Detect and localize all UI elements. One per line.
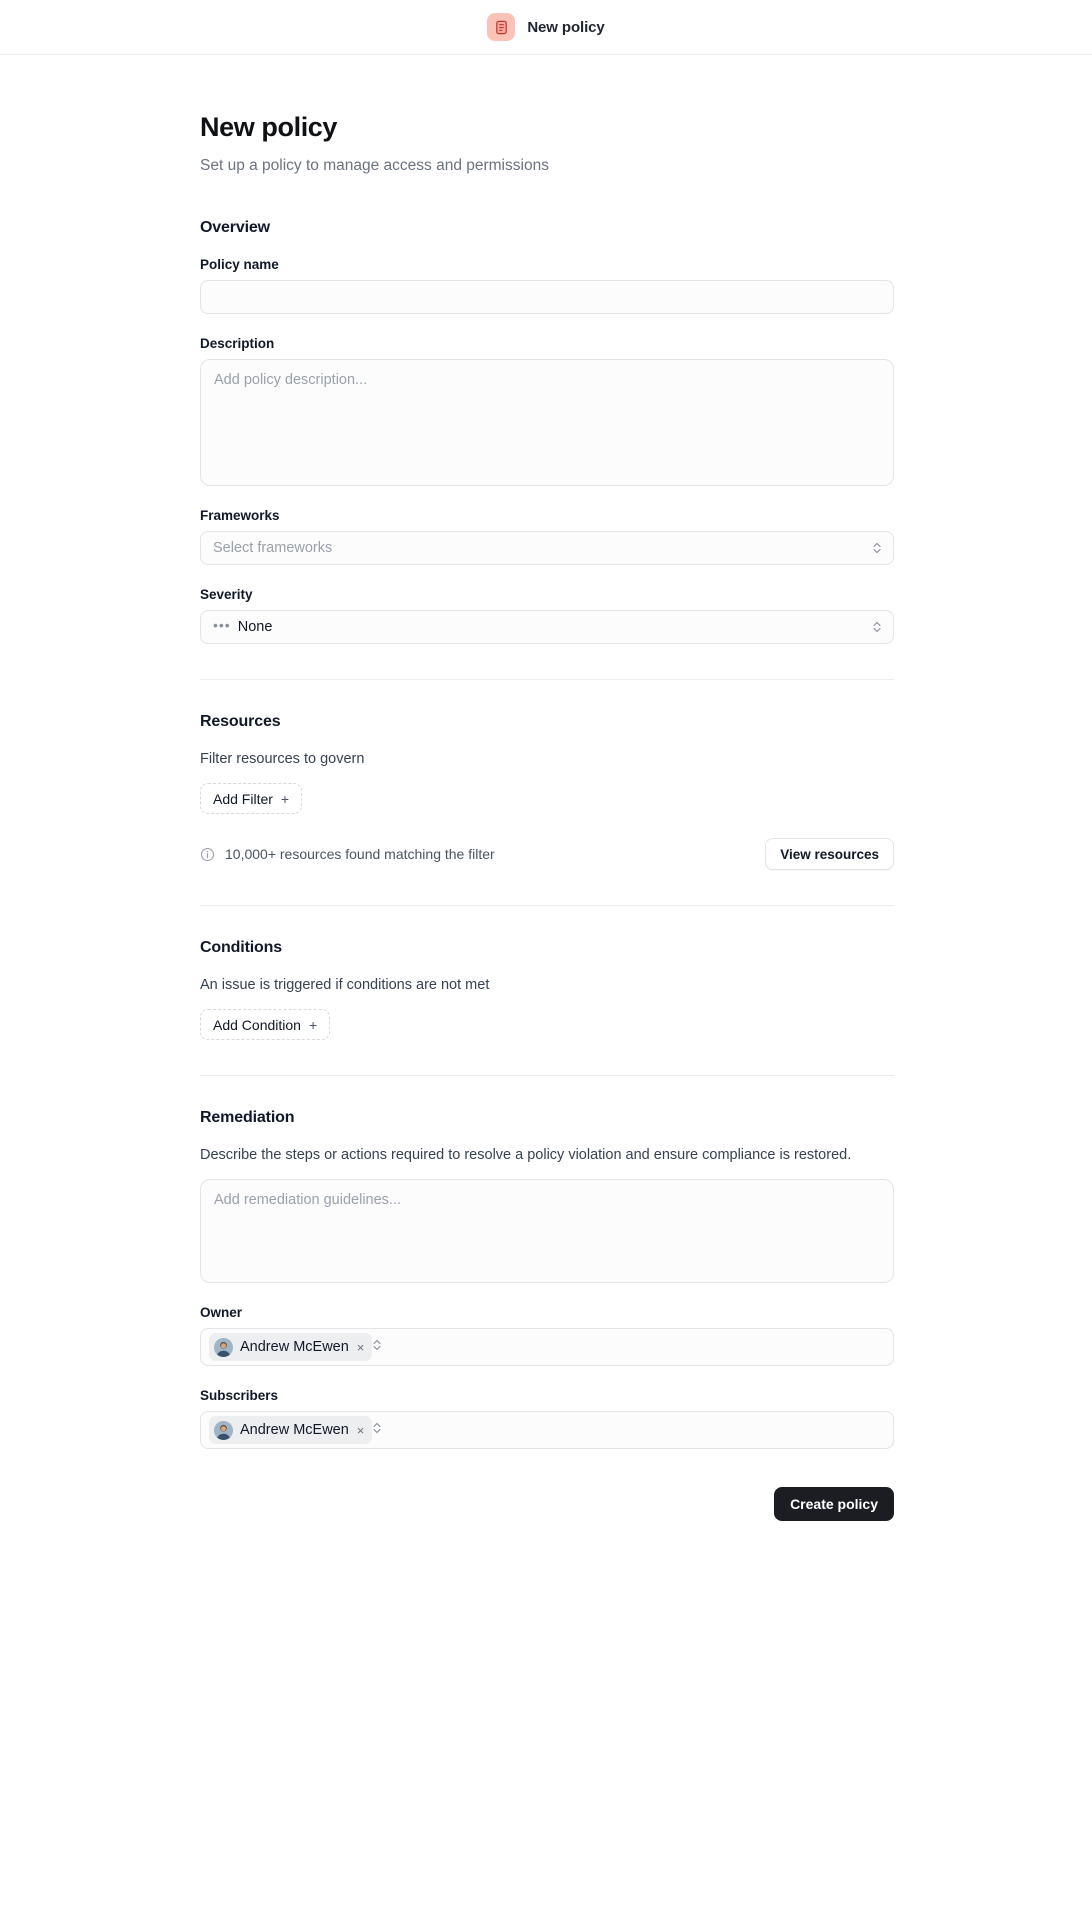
divider: [200, 679, 894, 680]
add-condition-label: Add Condition: [213, 1016, 301, 1033]
frameworks-label: Frameworks: [200, 508, 280, 524]
frameworks-select[interactable]: [200, 531, 894, 565]
avatar: [214, 1338, 233, 1357]
policy-name-field: [200, 257, 894, 314]
top-bar-title: New policy: [527, 18, 605, 36]
resources-section-title: Resources: [200, 713, 281, 731]
severity-label: Severity: [200, 587, 253, 603]
frameworks-select-value: Select frameworks: [213, 540, 333, 557]
policy-name-input[interactable]: [200, 280, 894, 314]
divider: [200, 1075, 894, 1076]
severity-select-value: None: [237, 619, 273, 636]
plus-icon: +: [308, 1016, 318, 1033]
remove-subscriber-icon[interactable]: ×: [356, 1422, 365, 1438]
owner-select[interactable]: [200, 1328, 894, 1366]
add-condition-button[interactable]: [200, 1009, 330, 1040]
overview-section-title: Overview: [200, 219, 270, 237]
chevron-updown-icon: [372, 1421, 382, 1440]
subscriber-token[interactable]: [209, 1416, 372, 1444]
avatar: [214, 1421, 233, 1440]
form-footer: [200, 1487, 894, 1521]
page-body: [0, 55, 1092, 1561]
description-textarea[interactable]: [200, 359, 894, 486]
remediation-description: Describe the steps or actions required to resolve a policy violation and ensure compliance is restored.: [200, 1147, 852, 1164]
top-bar: [0, 0, 1092, 55]
plus-icon: +: [280, 790, 290, 807]
resources-info: [200, 846, 495, 862]
info-icon: [200, 847, 215, 862]
policy-name-label: Policy name: [200, 257, 279, 273]
create-policy-button[interactable]: Create policy: [774, 1487, 894, 1521]
owner-field: [200, 1305, 894, 1366]
remediation-textarea[interactable]: [200, 1179, 894, 1283]
subscriber-token-name: Andrew McEwen: [240, 1422, 349, 1439]
resources-section: [200, 713, 894, 870]
page-title: New policy: [200, 112, 338, 142]
frameworks-field: [200, 508, 894, 565]
subscribers-field: [200, 1388, 894, 1449]
owner-label: Owner: [200, 1305, 243, 1321]
subscribers-label: Subscribers: [200, 1388, 279, 1404]
conditions-description: An issue is triggered if conditions are not met: [200, 977, 490, 994]
add-filter-label: Add Filter: [213, 790, 273, 807]
conditions-section: [200, 939, 894, 1040]
page-subtitle: Set up a policy to manage access and permissions: [200, 157, 549, 175]
severity-dots-icon: •••: [213, 617, 231, 634]
description-field: [200, 336, 894, 486]
chevron-updown-icon: [872, 541, 882, 555]
overview-section: [200, 219, 894, 644]
resources-info-text: 10,000+ resources found matching the filter: [225, 846, 495, 863]
add-filter-button[interactable]: [200, 783, 302, 814]
remove-owner-icon[interactable]: ×: [356, 1339, 365, 1355]
chevron-updown-icon: [872, 620, 882, 634]
description-label: Description: [200, 336, 275, 352]
view-resources-button[interactable]: View resources: [765, 838, 894, 870]
remediation-section: [200, 1109, 894, 1449]
policy-icon: [487, 13, 515, 41]
divider: [200, 905, 894, 906]
severity-field: [200, 587, 894, 644]
remediation-section-title: Remediation: [200, 1109, 295, 1127]
owner-token-name: Andrew McEwen: [240, 1339, 349, 1356]
subscribers-select[interactable]: [200, 1411, 894, 1449]
conditions-section-title: Conditions: [200, 939, 283, 957]
severity-select[interactable]: [200, 610, 894, 644]
resources-description: Filter resources to govern: [200, 751, 365, 768]
resources-info-row: [200, 838, 894, 870]
owner-token[interactable]: [209, 1333, 372, 1361]
chevron-updown-icon: [372, 1338, 382, 1357]
